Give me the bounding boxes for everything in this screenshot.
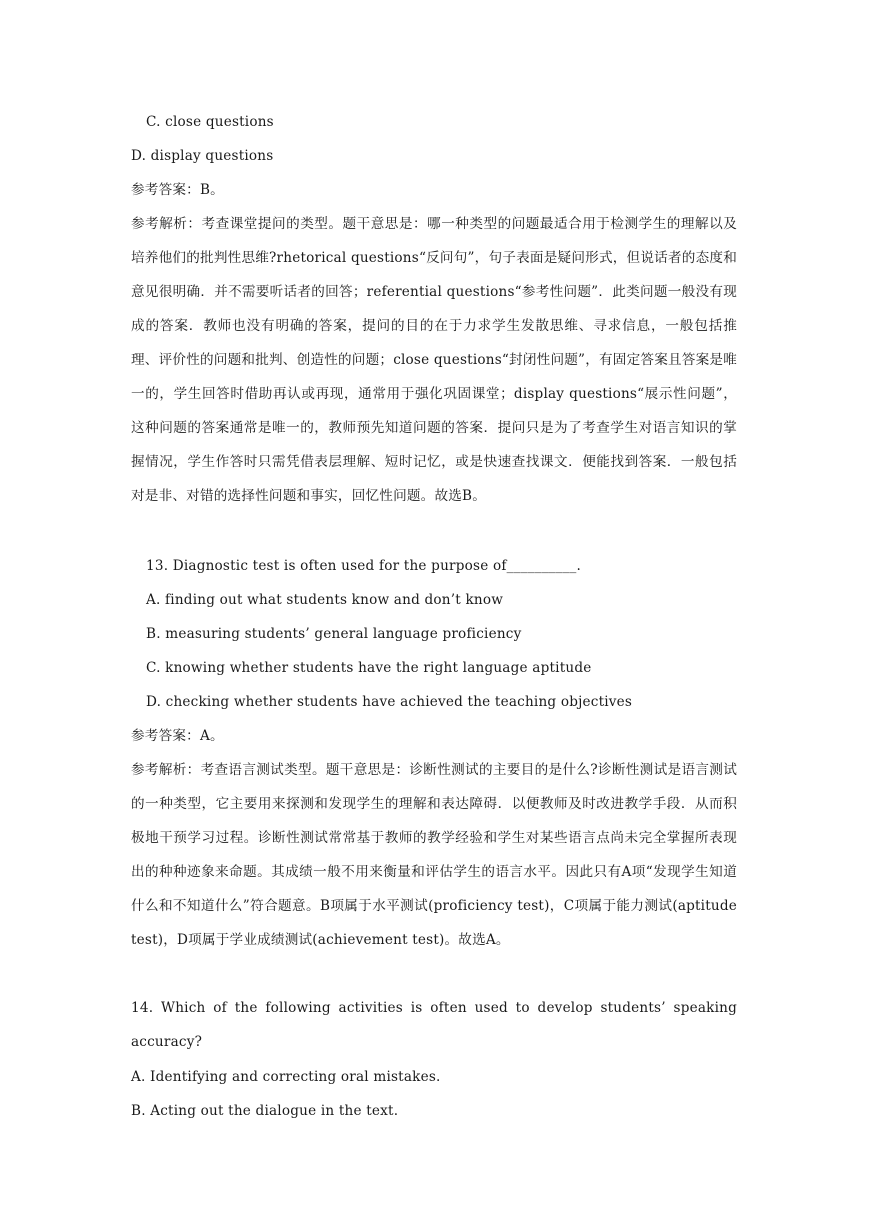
q13-answer: 参考答案：A。: [131, 728, 224, 744]
q13-option-a: A. finding out what students know and don’t know: [146, 592, 504, 608]
q12-analysis: 参考解析：考查课堂提问的类型。题干意思是：哪一种类型的问题最适合用于检测学生的理解以及培养他们的批判性思维?rhetorical questions“反问句”，句子表面是疑问形式，但说话者的态度和意见很明确．并不需要听话者的回答；referential questions“参考性问题”．此类问题一般没有现成的答案．教师也没有明确的答案，提问的目的在于力求学生发散思维、寻求信息，一般包括推理、评价性的问题和批判、创造性的问题；close questions“封闭性问题”，有固定答案且答案是唯一的，学生回答时借助再认或再现，通常用于强化巩固课堂；display questions“展示性问题”，这种问题的答案通常是唯一的，教师预先知道问题的答案．提问只是为了考查学生对语言知识的掌握情况，学生作答时只需凭借表层理解、短时记忆，或是快速查找课文．便能找到答案．一般包括对是非、对错的选择性问题和事实，回忆性问题。故选B。: [131, 216, 737, 504]
q12-answer: 参考答案：B。: [131, 182, 224, 198]
q13-analysis: 参考解析：考查语言测试类型。题干意思是：诊断性测试的主要目的是什么?诊断性测试是语言测试的一种类型，它主要用来探测和发现学生的理解和表达障碍．以便教师及时改进教学手段．从而积极地干预学习过程。诊断性测试常常基于教师的教学经验和学生对某些语言点尚未完全掌握所表现出的种种迹象来命题。其成绩一般不用来衡量和评估学生的语言水平。因此只有A项“发现学生知道什么和不知道什么”符合题意。B项属于水平测试(proficiency test)，C项属于能力测试(aptitude test)，D项属于学业成绩测试(achievement test)。故选A。: [131, 762, 737, 948]
q12-option-c: C. close questions: [146, 114, 274, 130]
q13-question: 13. Diagnostic test is often used for the purpose of__________.: [146, 558, 582, 574]
q12-option-d: D. display questions: [131, 148, 274, 164]
q13-option-b: B. measuring students’ general language proficiency: [146, 626, 522, 642]
q14-option-b: B. Acting out the dialogue in the text.: [131, 1103, 399, 1119]
q14-option-a: A. Identifying and correcting oral mistakes.: [131, 1069, 441, 1085]
q13-option-d: D. checking whether students have achieved the teaching objectives: [146, 694, 633, 710]
q14-question: 14. Which of the following activities is often used to develop students’ speaking accuracy?: [131, 1000, 737, 1050]
q13-option-c: C. knowing whether students have the right language aptitude: [146, 660, 592, 676]
